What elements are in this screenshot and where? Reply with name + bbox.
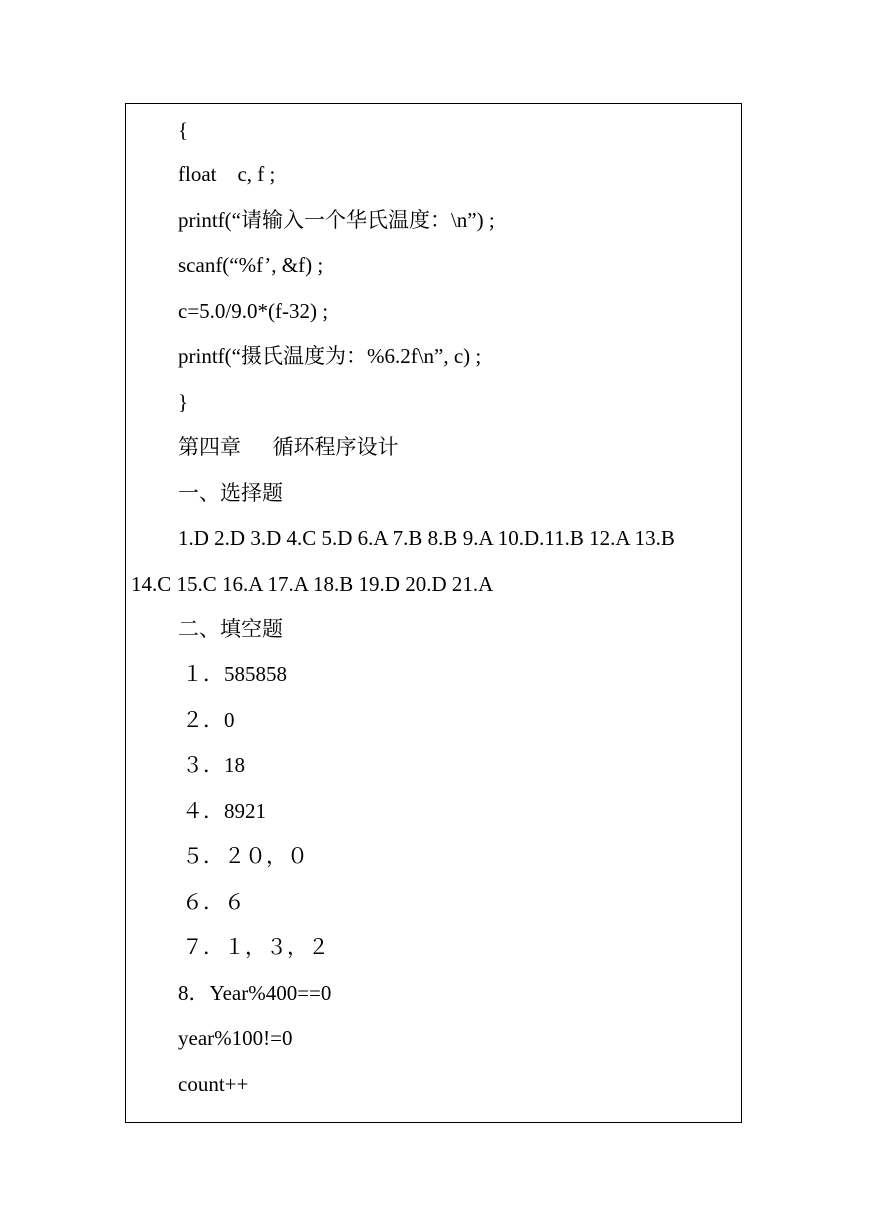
fill-heading: 二、填空题 xyxy=(178,617,283,641)
choice-answers-line1: 1.D 2.D 3.D 4.C 5.D 6.A 7.B 8.B 9.A 10.D.11.B 12.A 13.B xyxy=(178,526,675,550)
code-open-brace: { xyxy=(178,118,189,142)
code-printf-prompt: printf(“请输入一个华氏温度：\n”) ; xyxy=(178,208,495,232)
fill-item-8: 8．Year%400==0 xyxy=(178,981,332,1005)
code-printf-result: printf(“摄氏温度为：%6.2f\n”, c) ; xyxy=(178,344,482,368)
code-calculation: c=5.0/9.0*(f-32) ; xyxy=(178,299,329,323)
fill-item-8-line2: year%100!=0 xyxy=(178,1026,293,1050)
code-scanf: scanf(“%f’, &f) ; xyxy=(178,253,324,277)
fill-item: ２．0 xyxy=(182,708,235,732)
fill-item: ３．18 xyxy=(182,753,245,777)
fill-item: １．585858 xyxy=(182,662,287,686)
choice-answers-line2: 14.C 15.C 16.A 17.A 18.B 19.D 20.D 21.A xyxy=(131,572,494,596)
choice-heading: 一、选择题 xyxy=(178,481,283,505)
fill-item-8-line3: count++ xyxy=(178,1072,249,1096)
fill-item: ４．8921 xyxy=(182,799,266,823)
code-declaration: float c, f ; xyxy=(178,162,276,186)
code-close-brace: } xyxy=(178,390,189,414)
chapter-title: 第四章 循环程序设计 xyxy=(178,435,399,459)
fill-item: ７．１，３，２ xyxy=(182,935,329,959)
fill-item: ６．６ xyxy=(182,890,245,914)
fill-item: ５．２０，０ xyxy=(182,844,308,868)
